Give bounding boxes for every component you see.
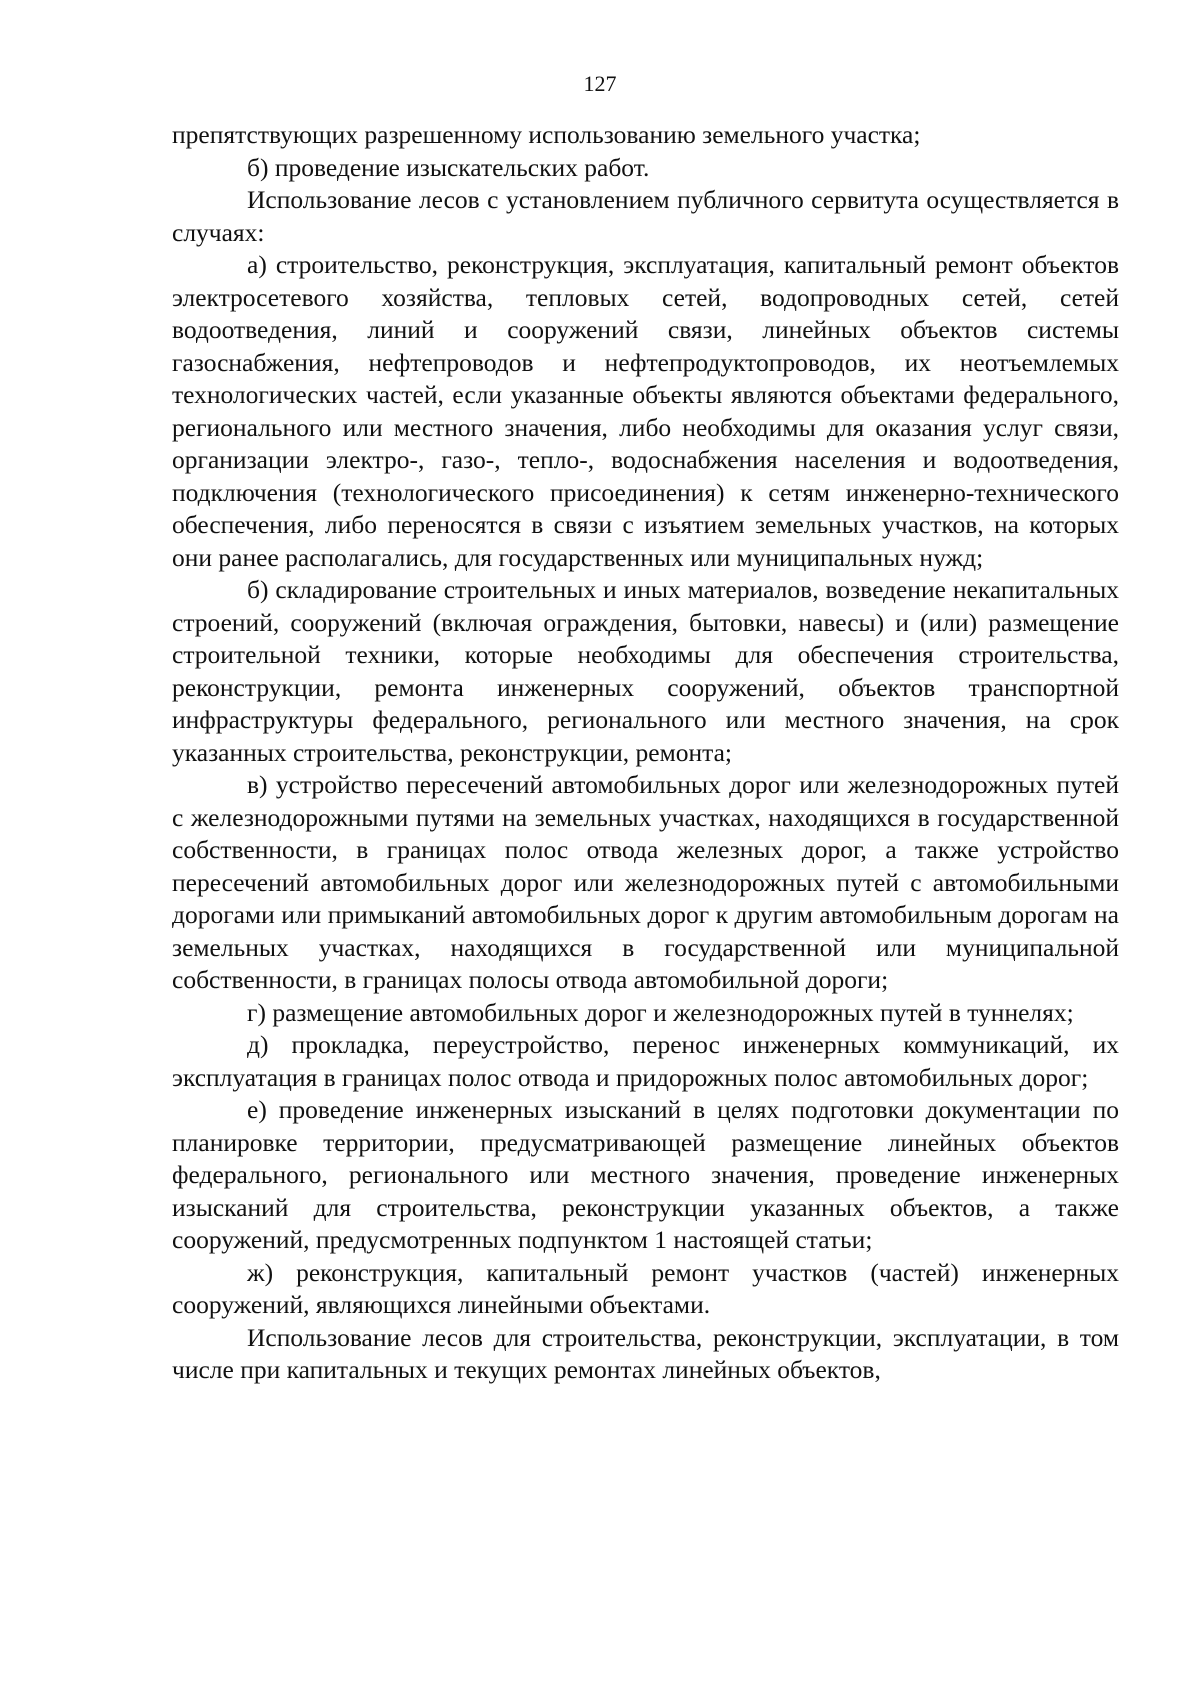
paragraph-continuation: препятствующих разрешенному использованию земельного участка;: [172, 120, 921, 149]
paragraph-item-d: д) прокладка, переустройство, перенос инженерных коммуникаций, их эксплуатация в границах полос отвода и придорожных полос автомобильных дорог;: [172, 1030, 1119, 1092]
paragraph-servitude-intro: Использование лесов с установлением публичного сервитута осуществляется в случаях:: [172, 185, 1119, 247]
paragraph-item-v: в) устройство пересечений автомобильных дорог или железнодорожных путей с железнодорожными путями на земельных участках, находящихся в государственной собственности, в границах полос отвода железных дорог, а также устройство пересечений автомобильных дорог или железнодорожных путей с автомобильными дорогами или примыканий автомобильных дорог к другим автомобильным дорогам на земельных участках, находящихся в государственной или муниципальной собственности, в границах полосы отвода автомобильной дороги;: [172, 770, 1119, 994]
paragraph-linear-objects: Использование лесов для строительства, реконструкции, эксплуатации, в том числе при капитальных и текущих ремонтах линейных объектов,: [172, 1322, 1119, 1384]
paragraph-item-g: г) размещение автомобильных дорог и железнодорожных путей в туннелях;: [247, 997, 1074, 1027]
paragraph-item-b: б) складирование строительных и иных материалов, возведение некапитальных строений, сооружений (включая ограждения, бытовки, навесы) и (или) размещение строительной техники, которые необходимы для обеспечения строительства, реконструкции, ремонта инженерных сооружений, объектов транспортной инфраструктуры федерального, регионального или местного значения, на срок указанных строительства, реконструкции, ремонта;: [172, 575, 1119, 767]
body-text: [172, 119, 1119, 1387]
paragraph-item-b-survey: б) проведение изыскательских работ.: [247, 152, 650, 182]
paragraph-item-zh: ж) реконструкция, капитальный ремонт участков (частей) инженерных сооружений, являющихся линейными объектами.: [172, 1257, 1119, 1319]
paragraph-item-a: а) строительство, реконструкция, эксплуатация, капитальный ремонт объектов электросетевого хозяйства, тепловых сетей, водопроводных сетей, сетей водоотведения, линий и сооружений связи, линейных объектов системы газоснабжения, нефтепроводов и нефтепродуктопроводов, их неотъемлемых технологических частей, если указанные объекты являются объектами федерального, регионального или местного значения, либо необходимы для оказания услуг связи, организации электро-, газо-, тепло-, водоснабжения населения и водоотведения, подключения (технологического присоединения) к сетям инженерно-технического обеспечения, либо переносятся в связи с изъятием земельных участков, на которых они ранее располагались, для государственных или муниципальных нужд;: [172, 250, 1119, 572]
page-number: 127: [583, 71, 617, 96]
paragraph-item-e: е) проведение инженерных изысканий в целях подготовки документации по планировке территории, предусматривающей размещение линейных объектов федерального, регионального или местного значения, проведение инженерных изысканий для строительства, реконструкции указанных объектов, а также сооружений, предусмотренных подпунктом 1 настоящей статьи;: [172, 1095, 1119, 1254]
